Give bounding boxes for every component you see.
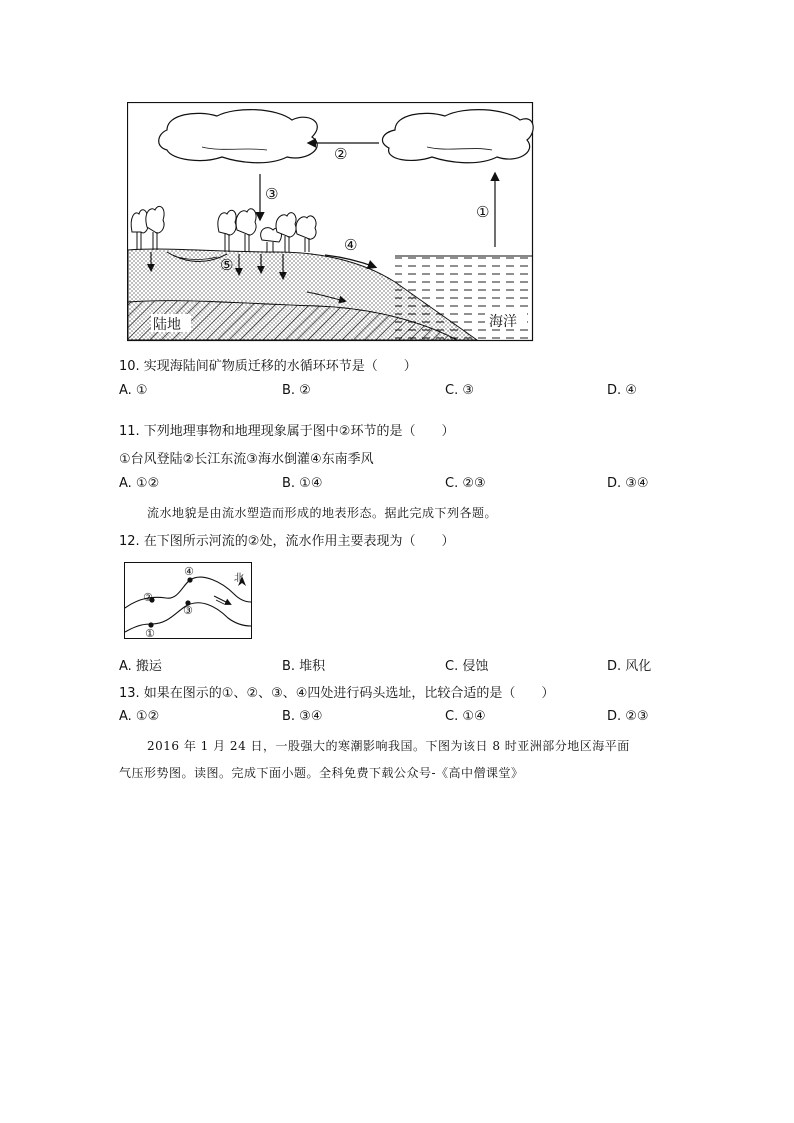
cloud-right — [382, 110, 533, 163]
q10-option-c[interactable]: C. ③ — [445, 383, 474, 398]
q12-option-b[interactable]: B. 堆积 — [282, 659, 326, 674]
q12-option-a[interactable]: A. 搬运 — [119, 659, 162, 674]
q12-option-d[interactable]: D. 风化 — [607, 659, 652, 674]
section-intro-cold-wave-line2: 气压形势图。读图。完成下面小题。全科免费下载公众号-《高中僧课堂》 — [119, 766, 524, 780]
marker-1: ① — [476, 203, 490, 221]
point-4 — [187, 577, 192, 582]
q11-option-c[interactable]: C. ②③ — [445, 476, 486, 491]
river-marker-3: ③ — [183, 604, 193, 617]
q10-option-a[interactable]: A. ① — [119, 383, 148, 398]
ocean-label: 海洋 — [489, 314, 517, 330]
q10-option-b[interactable]: B. ② — [282, 383, 311, 398]
river-marker-4: ④ — [184, 565, 194, 578]
marker-5: ⑤ — [220, 256, 234, 274]
marker-3: ③ — [265, 185, 279, 203]
marker-4: ④ — [344, 236, 358, 254]
river-marker-1: ① — [145, 627, 155, 640]
question-10-stem: 10. 实现海陆间矿物质迁移的水循环环节是（ ） — [119, 359, 417, 374]
question-11-items: ①台风登陆②长江东流③海水倒灌④东南季风 — [119, 452, 374, 467]
q13-option-b[interactable]: B. ③④ — [282, 709, 323, 724]
q11-option-a[interactable]: A. ①② — [119, 476, 160, 491]
question-13-stem: 13. 如果在图示的①、②、③、④四处进行码头选址，比较合适的是（ ） — [119, 686, 555, 701]
q13-option-c[interactable]: C. ①④ — [445, 709, 486, 724]
marker-2: ② — [334, 145, 348, 163]
section-intro-fluvial: 流水地貌是由流水塑造而形成的地表形态。据此完成下列各题。 — [147, 506, 498, 520]
water-cycle-diagram — [127, 102, 534, 342]
q11-option-b[interactable]: B. ①④ — [282, 476, 323, 491]
q13-option-d[interactable]: D. ②③ — [607, 709, 649, 724]
q12-option-c[interactable]: C. 侵蚀 — [445, 659, 489, 674]
river-marker-2: ② — [143, 591, 153, 604]
question-12-stem: 12. 在下图所示河流的②处，流水作用主要表现为（ ） — [119, 534, 455, 549]
q10-option-d[interactable]: D. ④ — [607, 383, 637, 398]
q13-option-a[interactable]: A. ①② — [119, 709, 160, 724]
land-label: 陆地 — [153, 317, 181, 333]
q11-option-d[interactable]: D. ③④ — [607, 476, 649, 491]
north-label: 北 — [234, 573, 244, 584]
section-intro-cold-wave-line1: 2016 年 1 月 24 日，一股强大的寒潮影响我国。下图为该日 8 时亚洲部分地区海平面 — [147, 739, 630, 753]
question-11-stem: 11. 下列地理事物和地理现象属于图中②环节的是（ ） — [119, 424, 455, 439]
